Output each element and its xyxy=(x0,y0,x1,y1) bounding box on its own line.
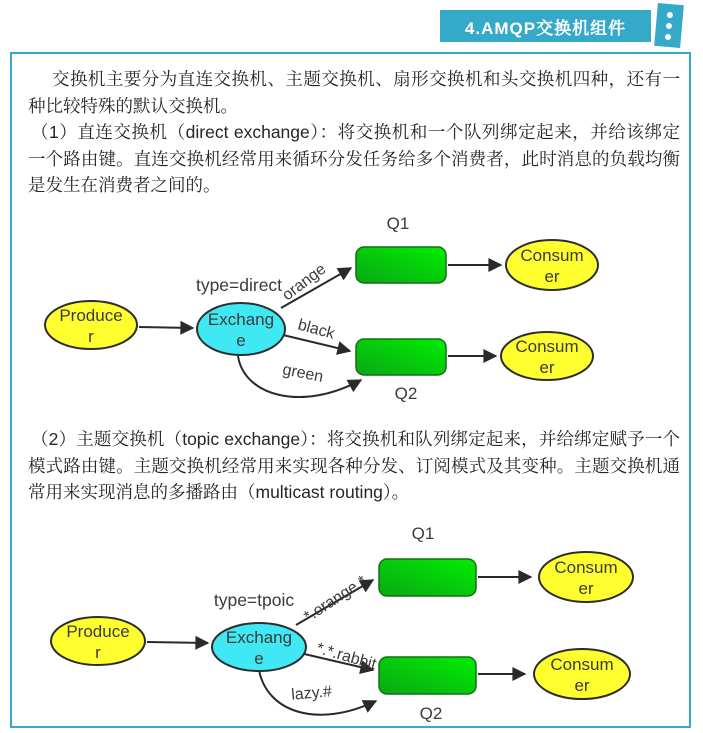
producer-label-line1: Produce xyxy=(66,622,130,641)
edge-producer-exchange xyxy=(139,327,193,328)
queue1-node xyxy=(379,524,476,596)
edge-orange-label: orange xyxy=(279,260,330,305)
queue1-label: Q1 xyxy=(411,524,435,543)
exchange-label-line2: e xyxy=(236,331,246,350)
kebab-dots-icon xyxy=(654,3,684,48)
queue1-node xyxy=(356,214,446,283)
exchange-label-line1: Exchang xyxy=(207,310,275,329)
paragraph-topic-exchange: （2）主题交换机（topic exchange）：将交换机和队列绑定起来，并给绑定赋予一个模式路由键。主题交换机经常用来实现各种分发、订阅模式及其变种。主题交换机通常用来实现消息的多播路由（multicast routing）。 xyxy=(28,429,680,502)
exchange-label-line1: Exchang xyxy=(225,628,293,647)
edge-green-label: green xyxy=(281,361,325,386)
type-label: type=tpoic xyxy=(213,590,295,610)
dot-icon xyxy=(666,22,673,29)
producer-label-line2: r xyxy=(95,643,101,662)
paragraph-block-direct xyxy=(28,66,680,199)
queue1-label: Q1 xyxy=(386,214,410,233)
exchange-node xyxy=(197,303,285,355)
producer-label-line1: Produce xyxy=(59,306,123,325)
direct-exchange-diagram xyxy=(12,204,693,416)
topic-exchange-diagram xyxy=(12,517,693,730)
consumer1-label-line1: Consum xyxy=(520,246,584,265)
edge-lazy-label: lazy.# xyxy=(290,683,333,704)
consumer1-node xyxy=(506,240,598,290)
consumer2-label-line1: Consum xyxy=(515,337,579,356)
consumer1-node xyxy=(539,552,633,602)
producer-label-line2: r xyxy=(88,327,94,346)
queue2-node xyxy=(379,657,476,723)
section-title-badge xyxy=(440,10,651,42)
producer-node xyxy=(45,301,137,349)
queue2-node xyxy=(356,339,446,403)
paragraph-direct-exchange: （1）直连交换机（direct exchange）：将交换机和一个队列绑定起来，并给该绑定一个路由键。直连交换机经常用来循环分发任务给多个消费者，此时消息的负载均衡是发生在消费者之间的。 xyxy=(28,122,680,195)
consumer1-label-line2: er xyxy=(544,267,560,286)
paragraph-block-topic xyxy=(28,426,680,506)
consumer1-label-line1: Consum xyxy=(554,558,618,577)
edge-producer-exchange xyxy=(147,642,208,643)
dot-icon xyxy=(667,11,674,18)
producer-node xyxy=(51,617,145,665)
edge-rabbit-label: *.*.rabbit xyxy=(314,640,379,674)
content-frame xyxy=(10,52,691,728)
consumer2-label-line1: Consum xyxy=(550,655,614,674)
type-label: type=direct xyxy=(195,275,283,295)
paragraph-intro: 交换机主要分为直连交换机、主题交换机、扇形交换机和头交换机四种，还有一种比较特殊的默认交换机。 xyxy=(28,69,680,116)
consumer2-node xyxy=(534,649,630,699)
edge-orange-topic-label: *.orange.* xyxy=(301,572,371,626)
consumer2-node xyxy=(501,332,593,380)
section-title: 4.AMQP交换机组件 xyxy=(464,18,627,38)
consumer1-label-line2: er xyxy=(578,579,594,598)
exchange-node xyxy=(212,623,306,671)
exchange-label-line2: e xyxy=(254,649,264,668)
queue2-label: Q2 xyxy=(394,384,418,403)
consumer2-label-line2: er xyxy=(574,676,590,695)
dot-icon xyxy=(665,33,672,40)
queue2-label: Q2 xyxy=(419,704,443,723)
consumer2-label-line2: er xyxy=(539,358,555,377)
edge-black-label: black xyxy=(295,316,337,343)
